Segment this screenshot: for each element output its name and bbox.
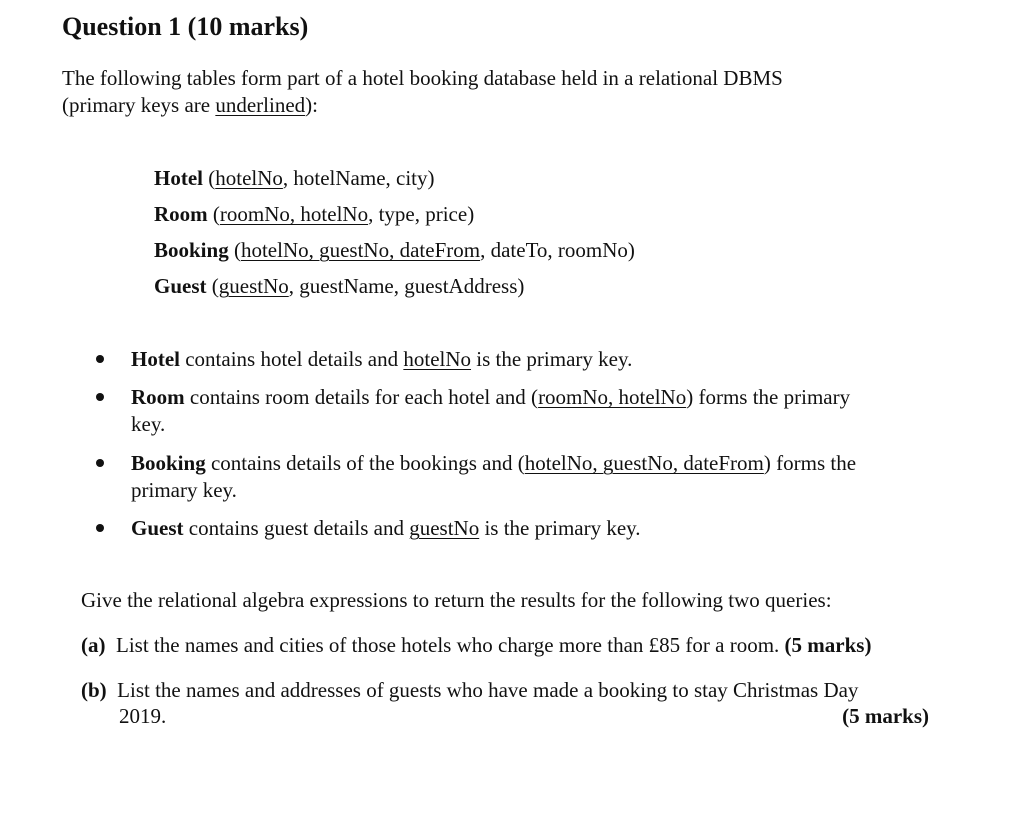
bullet-booking-line-2: primary key.: [131, 478, 237, 502]
intro-underlined-word: underlined: [215, 93, 306, 117]
bullet-booking: [131, 451, 856, 476]
bullet-text-part: is the primary key.: [479, 516, 641, 540]
schema-table-name: Room: [154, 202, 208, 226]
schema-table-name: Booking: [154, 238, 229, 262]
bullet-icon: [96, 524, 104, 532]
intro-line-1: The following tables form part of a hotel booking database held in a relational DBMS: [62, 66, 783, 90]
bullet-text-part: contains guest details and: [183, 516, 410, 540]
schema-open: (: [202, 166, 216, 190]
bullet-room-line-2: key.: [131, 412, 166, 436]
question-title: Question 1 (10 marks): [62, 12, 309, 41]
instruction: Give the relational algebra expressions to return the results for the following two queries:: [81, 588, 832, 612]
bullet-key: hotelNo: [403, 347, 472, 371]
bullet-text-part: ) forms the primary: [686, 385, 851, 409]
bullet-icon: [96, 459, 104, 467]
schema-attributes: , dateTo, roomNo): [480, 238, 635, 262]
schema-primary-key: guestNo: [218, 274, 289, 298]
schema-attributes: , guestName, guestAddress): [288, 274, 525, 298]
bullet-table-name: Room: [131, 385, 185, 409]
bullet-table-name: Guest: [131, 516, 184, 540]
bullet-table-name: Hotel: [131, 347, 180, 371]
intro-line-2: [62, 93, 318, 118]
schema-primary-key: hotelNo: [215, 166, 283, 190]
query-b-label: (b): [81, 678, 107, 702]
schema-table-name: Hotel: [154, 166, 203, 190]
intro-prefix: (primary keys are: [62, 93, 216, 117]
query-a: [81, 633, 871, 658]
query-b-text: List the names and addresses of guests who have made a booking to stay Christmas Day: [117, 678, 859, 702]
schema-booking: [154, 238, 635, 263]
bullet-table-name: Booking: [131, 451, 206, 475]
bullet-key: roomNo, hotelNo: [538, 385, 687, 409]
schema-hotel: [154, 166, 435, 191]
schema-attributes: , type, price): [368, 202, 475, 226]
schema-table-name: Guest: [154, 274, 207, 298]
bullet-room: [131, 385, 850, 410]
query-b: [81, 678, 858, 703]
schema-primary-key: hotelNo, guestNo, dateFrom: [240, 238, 481, 262]
schema-room: [154, 202, 474, 227]
query-b-marks-text: (5 marks): [842, 704, 929, 728]
bullet-guest: [131, 516, 641, 541]
bullet-hotel: [131, 347, 632, 372]
query-b-line-2: 2019.: [119, 704, 167, 728]
bullet-text-part: contains room details for each hotel and (: [184, 385, 539, 409]
query-a-text: List the names and cities of those hotels who charge more than £85 for a room.: [116, 633, 780, 657]
bullet-text-part: contains hotel details and: [179, 347, 404, 371]
schema-guest: [154, 274, 524, 299]
bullet-text-part: is the primary key.: [471, 347, 633, 371]
query-a-marks: (5 marks): [784, 633, 872, 657]
schema-open: (: [228, 238, 241, 262]
bullet-icon: [96, 393, 104, 401]
query-a-label: (a): [81, 633, 106, 657]
schema-attributes: , hotelName, city): [282, 166, 435, 190]
bullet-key: guestNo: [409, 516, 480, 540]
bullet-icon: [96, 355, 104, 363]
query-b-marks: [842, 704, 929, 729]
bullet-text-part: ) forms the: [763, 451, 857, 475]
schema-primary-key: roomNo, hotelNo: [219, 202, 369, 226]
bullet-key: hotelNo, guestNo, dateFrom: [524, 451, 764, 475]
schema-open: (: [206, 274, 219, 298]
intro-suffix: ):: [305, 93, 318, 117]
bullet-text-part: contains details of the bookings and (: [205, 451, 525, 475]
schema-open: (: [207, 202, 220, 226]
